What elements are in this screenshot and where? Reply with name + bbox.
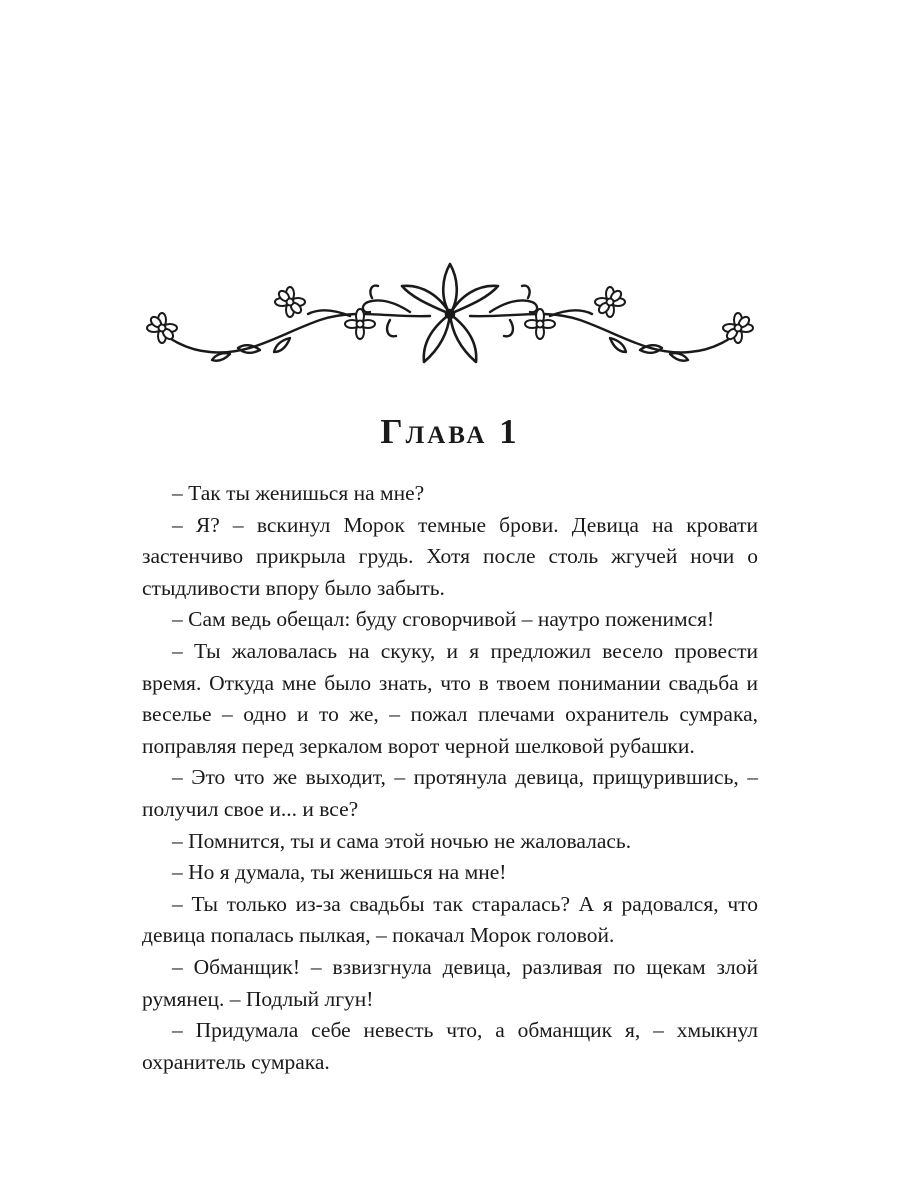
paragraph-1: – Так ты женишься на мне? [172,481,425,505]
floral-vine-icon [140,258,760,380]
paragraph-7: – Но я думала, ты женишься на мне! [172,860,507,885]
chapter-text [142,478,758,1078]
paragraph-8: – Ты только из-за свадьбы так старалась? А я радовался, что девица попалась пылкая, – покачал Морок головой. [142,891,758,948]
paragraph-9: – Обманщик! – взвизгнула девица, разливая по щекам злой румянец. – Подлый лгун! [142,954,758,1011]
paragraph-6: – Помнится, ты и сама этой ночью не жаловалась. [172,828,632,853]
chapter-title: Глава 1 [380,412,520,451]
paragraph-3: – Сам ведь обещал: буду сговорчивой – наутро поженимся! [172,607,715,632]
paragraph-2: – Я? – вскинул Морок темные брови. Девица на кровати застенчиво прикрыла грудь. Хотя после столь жгучей ночи о стыдливости впору было забыть. [142,512,758,600]
paragraph-4: – Ты жаловалась на скуку, и я предложил весело провести время. Откуда мне было знать, что в твоем понимании свадьба и веселье – одно и то же, – пожал плечами охранитель сумрака, поправляя перед зеркалом ворот черной шелковой рубашки. [142,638,758,758]
paragraph-10: – Придумала себе невесть что, а обманщик я, – хмыкнул охранитель сумрака. [142,1018,758,1074]
paragraph-5: – Это что же выходит, – протянула девица, прищурившись, – получил свое и... и все? [142,765,758,821]
